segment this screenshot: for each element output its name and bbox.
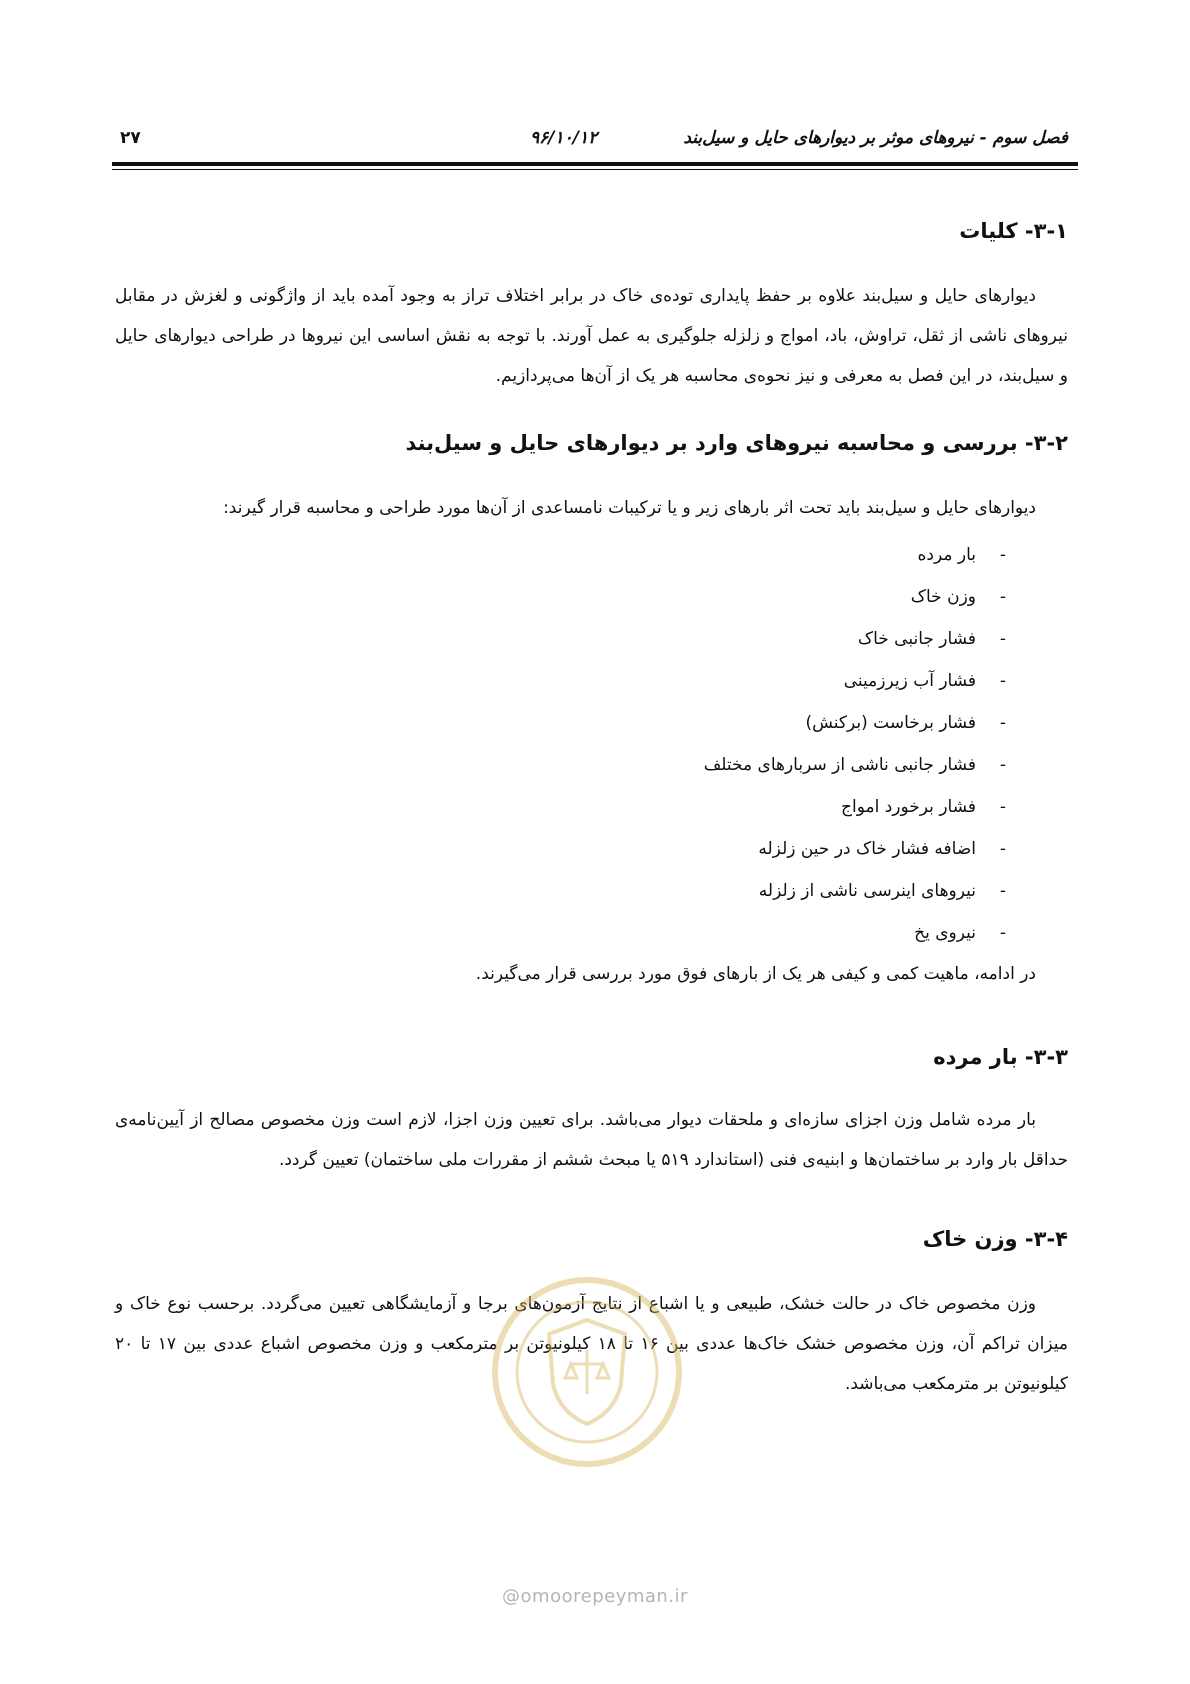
page-number: ۲۷ bbox=[120, 128, 141, 148]
list-item-text: بار مرده bbox=[917, 545, 976, 565]
list-dash: - bbox=[999, 797, 1006, 817]
list-item-text: نیروی یخ bbox=[914, 923, 976, 943]
header-rule-thin bbox=[112, 169, 1078, 170]
list-dash: - bbox=[999, 923, 1006, 943]
section-heading-3-1: ۳-۱- کلیات bbox=[959, 219, 1068, 243]
list-item bbox=[115, 786, 1006, 828]
section-intro-3-2: دیوارهای حایل و سیل‌بند باید تحت اثر بارهای زیر و یا ترکیبات نامساعدی از آن‌ها مورد طراحی و محاسبه قرار گیرند: bbox=[223, 498, 1036, 518]
list-item bbox=[115, 870, 1006, 912]
list-dash: - bbox=[999, 881, 1006, 901]
list-item-text: نیروهای اینرسی ناشی از زلزله bbox=[758, 881, 976, 901]
list-item-text: فشار آب زیرزمینی bbox=[843, 671, 976, 691]
list-item-text: اضافه فشار خاک در حین زلزله bbox=[758, 839, 976, 859]
list-item bbox=[115, 702, 1006, 744]
section-outro-3-2: در ادامه، ماهیت کمی و کیفی هر یک از بارهای فوق مورد بررسی قرار می‌گیرند. bbox=[475, 964, 1036, 984]
list-item bbox=[115, 618, 1006, 660]
list-item-text: وزن خاک bbox=[910, 587, 976, 607]
list-item bbox=[115, 744, 1006, 786]
list-dash: - bbox=[999, 671, 1006, 691]
list-item bbox=[115, 576, 1006, 618]
watermark-url: @omoorepeyman.ir bbox=[502, 1586, 688, 1607]
list-item bbox=[115, 912, 1006, 954]
list-item bbox=[115, 534, 1006, 576]
list-dash: - bbox=[999, 713, 1006, 733]
page-content bbox=[115, 210, 1068, 1404]
list-dash: - bbox=[999, 629, 1006, 649]
watermark-seal-icon bbox=[487, 1272, 687, 1472]
load-list bbox=[115, 534, 1068, 954]
running-header-date: ۹۶/۱۰/۱۲ bbox=[530, 128, 598, 148]
header-rule-thick bbox=[112, 162, 1078, 166]
section-paragraph-3-1: دیوارهای حایل و سیل‌بند علاوه بر حفظ پایداری توده‌ی خاک در برابر اختلاف تراز به وجود آمده باید از واژگونی و لغزش در مقابل نیروهای ناشی از ثقل، تراوش، باد، امواج و زلزله جلوگیری به عمل آورند. با توجه به نقش اساسی این نیروها در طراحی دیوارهای حایل و سیل‌بند، در این فصل به معرفی و نیز نحوه‌ی محاسبه هر یک از آن‌ها می‌پردازیم. bbox=[115, 286, 1068, 386]
list-dash: - bbox=[999, 545, 1006, 565]
section-heading-3-2: ۳-۲- بررسی و محاسبه نیروهای وارد بر دیوارهای حایل و سیل‌بند bbox=[405, 431, 1068, 455]
list-dash: - bbox=[999, 839, 1006, 859]
list-item bbox=[115, 828, 1006, 870]
list-item-text: فشار برخاست (برکنش) bbox=[805, 713, 976, 733]
section-paragraph-3-4: وزن مخصوص خاک در حالت خشک، طبیعی و یا اشباع از نتایج آزمون‌های برجا و آزمایشگاهی تعیین می‌گردد. برحسب نوع خاک و میزان تراکم آن، وزن مخصوص خشک خاک‌ها عددی بین ۱۶ تا ۱۸ کیلونیوتن بر مترمکعب و وزن مخصوص اشباع عددی بین ۱۷ تا ۲۰ کیلونیوتن بر مترمکعب می‌باشد. bbox=[115, 1294, 1068, 1394]
list-item-text: فشار برخورد امواج bbox=[841, 797, 976, 817]
list-dash: - bbox=[999, 587, 1006, 607]
list-dash: - bbox=[999, 755, 1006, 775]
section-paragraph-3-3: بار مرده شامل وزن اجزای سازه‌ای و ملحقات دیوار می‌باشد. برای تعیین وزن اجزا، لازم است وزن مخصوص مصالح از آیین‌نامه‌ی حداقل بار وارد بر ساختمان‌ها و ابنیه‌ی فنی (استاندارد ۵۱۹ یا مبحث ششم از مقررات ملی ساختمان) تعیین گردد. bbox=[115, 1110, 1068, 1170]
section-heading-3-3: ۳-۳- بار مرده bbox=[933, 1045, 1068, 1069]
list-item-text: فشار جانبی خاک bbox=[857, 629, 976, 649]
list-item-text: فشار جانبی ناشی از سربارهای مختلف bbox=[703, 755, 976, 775]
running-header-chapter-title: فصل سوم - نیروهای موثر بر دیوارهای حایل و سیل‌بند bbox=[683, 128, 1068, 148]
list-item bbox=[115, 660, 1006, 702]
section-heading-3-4: ۳-۴- وزن خاک bbox=[922, 1227, 1068, 1251]
